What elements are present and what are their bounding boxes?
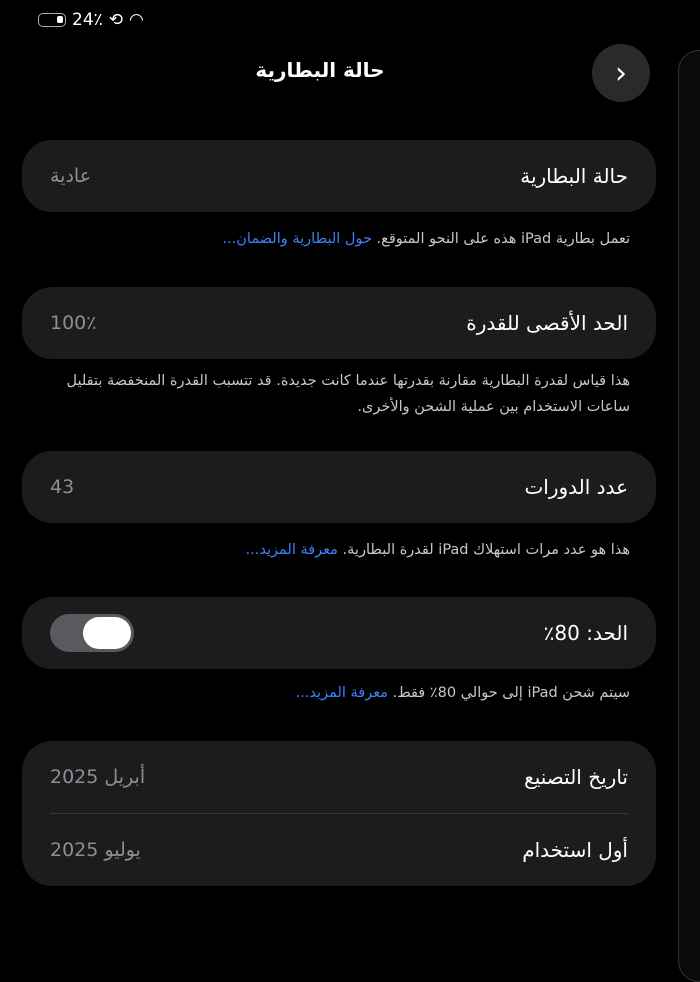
max-capacity-row (22, 287, 656, 359)
limit-learn-more-link[interactable]: معرفة المزيد... (295, 685, 388, 701)
dates-group (22, 741, 656, 886)
cycles-learn-more-link[interactable]: معرفة المزيد... (245, 542, 338, 558)
cycles-label: عدد الدورات (524, 475, 628, 499)
limit-label: الحد: 80٪ (543, 621, 628, 645)
capacity-footer: هذا قياس لقدرة البطارية مقارنة بقدرتها عندما كانت جديدة. قد تتسبب القدرة المنخفضة بتقليل ساعات الاستخدام بين عملية الشحن والأخرى. (66, 373, 630, 415)
health-footer-text: تعمل بطارية iPad هذه على النحو المتوقع. (376, 231, 630, 247)
cycle-count-row (22, 451, 656, 523)
chevron-right-icon: › (615, 55, 627, 91)
side-panel (678, 50, 700, 982)
battery-icon (38, 13, 66, 27)
health-footer (40, 226, 630, 252)
status-bar (38, 10, 144, 30)
capacity-label: الحد الأقصى للقدرة (466, 311, 628, 335)
charge-limit-row (22, 597, 656, 669)
page-title: حالة البطارية (255, 58, 385, 82)
wifi-icon: ◠ (129, 10, 144, 30)
charge-limit-toggle[interactable] (50, 614, 134, 652)
cycles-footer (40, 537, 630, 563)
manufacture-label: تاريخ التصنيع (524, 765, 628, 789)
cycles-footer-text: هذا هو عدد مرات استهلاك iPad لقدرة البطارية. (342, 542, 630, 558)
first-use-value: يوليو 2025 (50, 839, 141, 861)
manufacture-value: أبريل 2025 (50, 766, 146, 788)
health-label: حالة البطارية (520, 164, 628, 188)
health-value: عادية (50, 165, 92, 187)
battery-health-row (22, 140, 656, 212)
rotation-lock-icon: ⟲ (108, 10, 124, 30)
battery-percent: 24٪ (72, 10, 103, 30)
battery-warranty-link[interactable]: حول البطارية والضمان... (222, 231, 372, 247)
cycles-value: 43 (50, 476, 75, 498)
first-use-label: أول استخدام (522, 838, 628, 862)
capacity-value: 100٪ (50, 312, 97, 334)
limit-footer-text: سيتم شحن iPad إلى حوالي 80٪ فقط. (392, 685, 630, 701)
back-button[interactable] (592, 44, 650, 102)
limit-footer (40, 680, 630, 706)
